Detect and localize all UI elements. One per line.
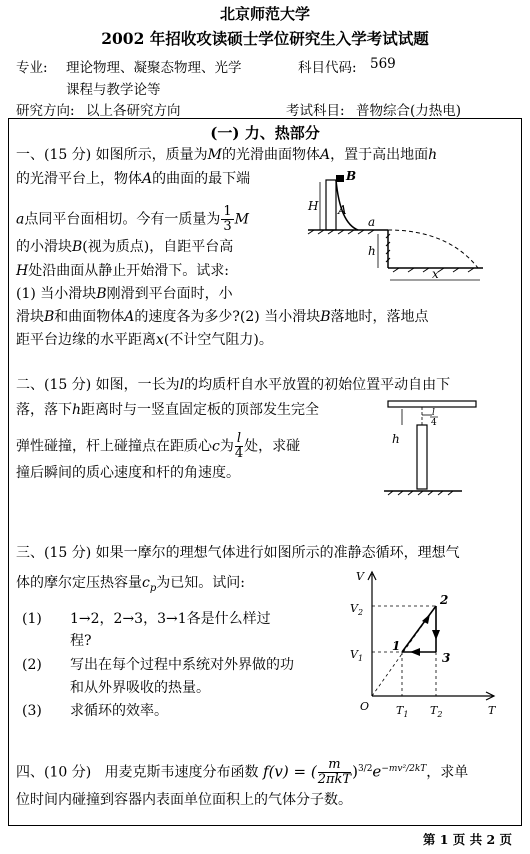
label-T: T bbox=[488, 704, 496, 717]
exam-subject-label: 考试科目: bbox=[286, 103, 345, 119]
q1-figure bbox=[298, 168, 498, 288]
major-label: 专业: bbox=[16, 60, 48, 76]
label-B: B bbox=[346, 169, 357, 183]
label-x: x bbox=[432, 267, 439, 281]
q4-line-1: 四、(10 分) 用麦克斯韦速度分布函数 f(v) = ( $\frac{m}{\text{2πkT}}$ )$^{3/2}e^{-mv^2/2kT}$，求单 bbox=[16, 757, 469, 787]
section-title: (一) 力、热部分 bbox=[210, 124, 320, 142]
exam-title: 2002 年招收攻读硕士学位研究生入学考试试题 bbox=[101, 29, 429, 48]
q4-fraction: $\frac{m}{\text{2πkT}}$ bbox=[317, 757, 352, 787]
research-direction-label: 研究方向: bbox=[16, 103, 75, 119]
q2-fraction: $\frac{l}{4}$ bbox=[234, 431, 244, 461]
q2-line-2: 落，落下h距离时与一竖直固定板的顶部发生完全 bbox=[16, 402, 320, 418]
label-T2: $T_2$ bbox=[430, 704, 443, 719]
page-footer: 第 1 页 共 2 页 bbox=[422, 832, 512, 847]
subject-code-value: 569 bbox=[370, 56, 396, 72]
q1-line-8: 距平台边缘的水平距离x(不计空气阻力)。 bbox=[16, 332, 273, 348]
slider-block bbox=[336, 175, 344, 182]
exam-subject-value: 普物综合(力热电) bbox=[356, 103, 462, 119]
subject-code-label: 科目代码: bbox=[298, 60, 357, 76]
rod bbox=[388, 401, 476, 407]
q4-line-2: 位时间内碰撞到容器内表面单位面积上的气体分子数。 bbox=[16, 792, 352, 808]
q2-line-3: 弹性碰撞，杆上碰撞点在距质心c为 $\frac{l}{4}$ 处，求碰 bbox=[16, 431, 301, 461]
q2-figure bbox=[382, 395, 502, 505]
process-1-2 bbox=[402, 606, 436, 652]
q1-line-4: 的小滑块B(视为质点)，自距平台高 bbox=[16, 239, 234, 255]
q3-item-1-num: (1) bbox=[22, 611, 42, 627]
label-V1: $V_1$ bbox=[350, 648, 364, 663]
label-V: V bbox=[356, 570, 364, 583]
major-value: 理论物理、凝聚态物理、光学 bbox=[66, 60, 242, 76]
q3-line-2: 体的摩尔定压热容量$c_p$为已知。试问: bbox=[16, 575, 245, 594]
q1-line-6: (1) 当小滑块B刚滑到平台面时，小 bbox=[16, 286, 233, 302]
q1-line-7: 滑块B和曲面物体A的速度各为多少?(2) 当小滑块B落地时，落地点 bbox=[16, 309, 429, 325]
label-V2: $V_2$ bbox=[350, 602, 364, 617]
q1-line-3: a点同平台面相切。今有一质量为 $\frac{1}{3}$ M bbox=[16, 204, 249, 234]
label-H: H bbox=[308, 199, 319, 213]
curved-block-body bbox=[326, 180, 336, 230]
q1-line-1: 一、(15 分) 如图所示，质量为M的光滑曲面物体A，置于高出地面h bbox=[16, 147, 438, 163]
point-2: 2 bbox=[440, 593, 449, 607]
label-A: A bbox=[338, 203, 347, 217]
label-frac-den: 4 bbox=[431, 418, 437, 428]
label-T1: $T_1$ bbox=[396, 704, 409, 719]
label-h: h bbox=[392, 432, 400, 446]
major-value-continued: 课程与教学论等 bbox=[66, 82, 161, 98]
q3-item-2-a: 写出在每个过程中系统对外界做的功 bbox=[70, 657, 294, 673]
label-O: O bbox=[360, 700, 370, 713]
q2-line-4: 撞后瞬间的质心速度和杆的角速度。 bbox=[16, 465, 240, 481]
point-1: 1 bbox=[392, 639, 401, 653]
trajectory bbox=[388, 230, 478, 268]
q3-item-1-a: 1→2，2→3，3→1各是什么样过 bbox=[70, 611, 271, 627]
research-direction-value: 以上各研究方向 bbox=[86, 103, 181, 119]
q3-item-1-b: 程? bbox=[70, 633, 92, 649]
label-a: a bbox=[368, 215, 376, 229]
q1-mass-fraction: $\frac{1}{3}$ bbox=[223, 204, 232, 234]
label-h: h bbox=[368, 244, 376, 258]
q3-item-3-num: (3) bbox=[22, 703, 42, 719]
q2-line-1: 二、(15 分) 如图，一长为l的均质杆自水平放置的初始位置平动自由下 bbox=[16, 377, 451, 393]
q1-line-2: 的光滑平台上，物体A的曲面的最下端 bbox=[16, 171, 251, 187]
vertical-plate bbox=[417, 425, 427, 489]
q3-item-3: 求循环的效率。 bbox=[70, 703, 168, 719]
point-3: 3 bbox=[442, 651, 451, 665]
q3-figure bbox=[344, 568, 504, 733]
university-name: 北京师范大学 bbox=[219, 5, 310, 23]
label-frac-num: l bbox=[432, 408, 435, 418]
q3-line-1: 三、(15 分) 如果一摩尔的理想气体进行如图所示的准静态循环，理想气 bbox=[16, 545, 460, 561]
q1-line-5: H处沿曲面从静止开始滑下。试求: bbox=[16, 263, 229, 279]
q3-item-2-b: 和从外界吸收的热量。 bbox=[70, 680, 210, 696]
q3-item-2-num: (2) bbox=[22, 657, 42, 673]
